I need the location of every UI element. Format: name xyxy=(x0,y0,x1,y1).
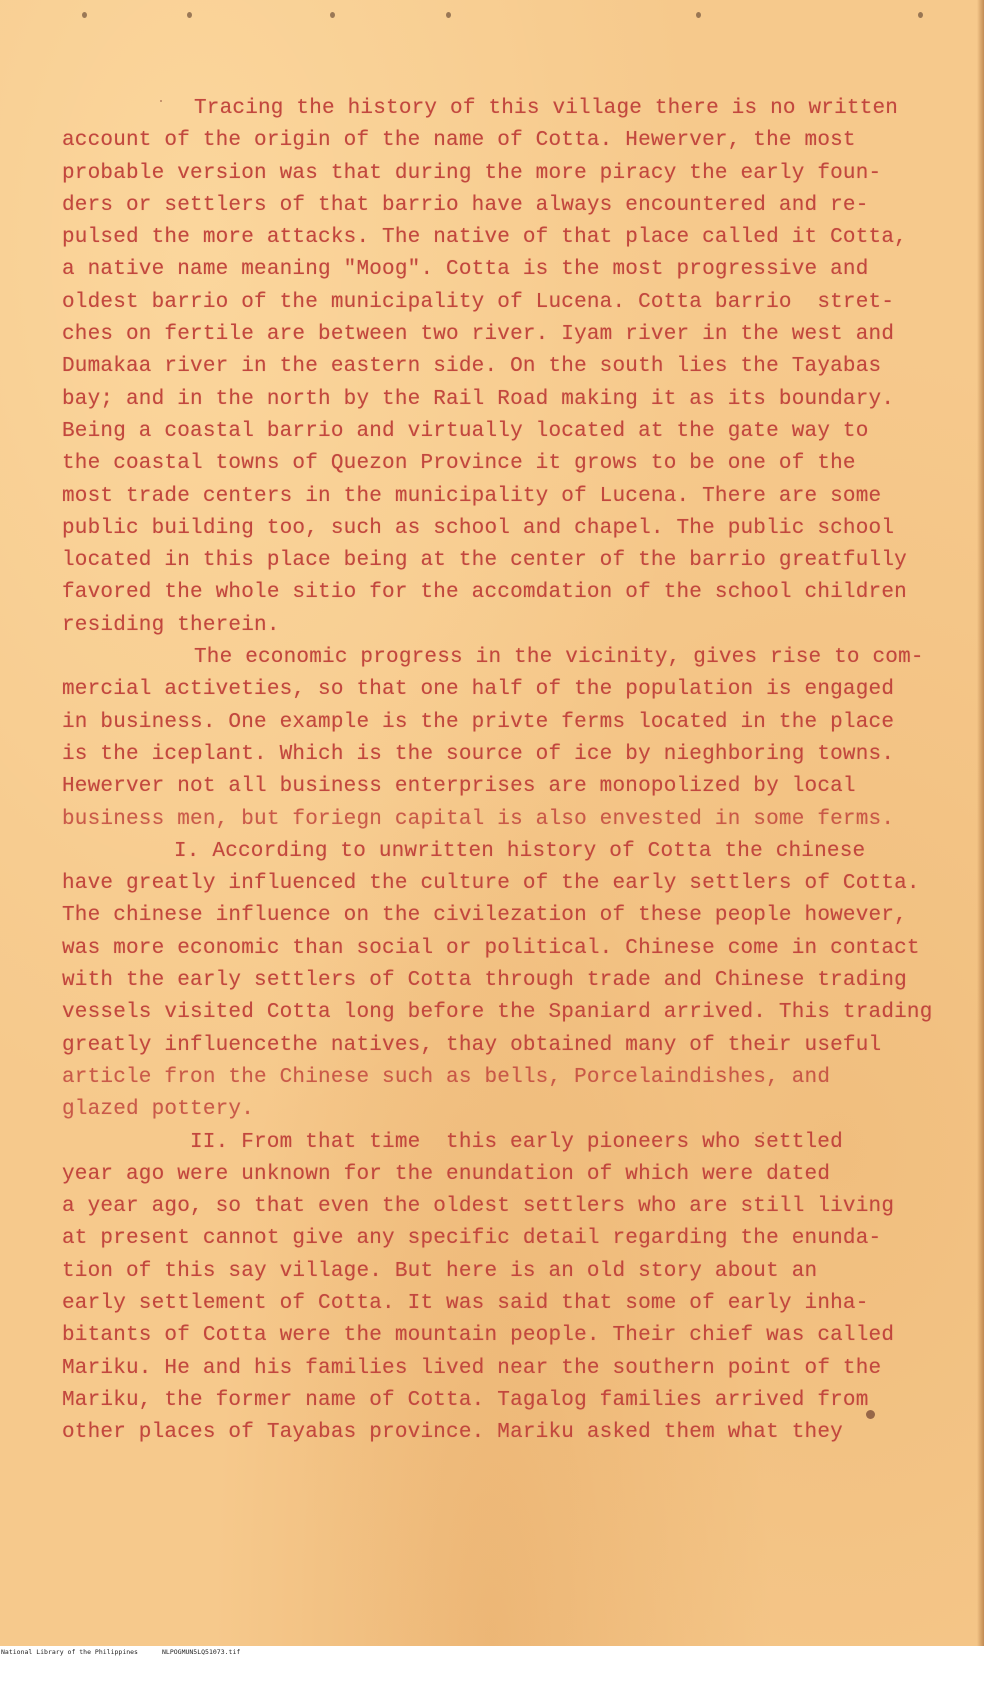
text-line: probable version was that during the more piracy the early foun- xyxy=(62,161,882,185)
binding-hole-mark xyxy=(446,12,451,18)
text-line: account of the origin of the name of Cotta. Hewerver, the most xyxy=(62,129,856,153)
binding-hole-mark xyxy=(82,12,87,18)
text-line: Mariku, the former name of Cotta. Tagalog families arrived from xyxy=(62,1388,869,1412)
text-line: pulsed the more attacks. The native of that place called it Cotta, xyxy=(62,226,907,250)
text-line: oldest barrio of the municipality of Lucena. Cotta barrio stret- xyxy=(62,290,895,314)
footer-source: National Library of the Philippines xyxy=(1,1648,138,1656)
text-line: mercial activeties, so that one half of the population is engaged xyxy=(62,678,895,702)
text-line: ders or settlers of that barrio have always encountered and re- xyxy=(62,193,869,217)
text-line: with the early settlers of Cotta through trade and Chinese trading xyxy=(62,969,907,993)
text-line: Tracing the history of this village there is no written xyxy=(194,97,899,120)
text-line: year ago were unknown for the enundation of which were dated xyxy=(62,1162,831,1186)
text-line: tion of this say village. But here is an old story about an xyxy=(62,1259,818,1283)
text-line: in business. One example is the privte ferms located in the place xyxy=(62,710,895,734)
scan-footer xyxy=(0,1646,984,1658)
paragraph-1 xyxy=(62,93,962,642)
binding-hole-mark xyxy=(330,12,335,18)
text-line: Being a coastal barrio and virtually located at the gate way to xyxy=(62,419,869,443)
text-line: bay; and in the north by the Rail Road making it as its boundary. xyxy=(62,387,895,411)
text-line: article fron the Chinese such as bells, Porcelaindishes, and xyxy=(62,1065,831,1089)
text-line: I. According to unwritten history of Cotta the chinese xyxy=(174,839,866,863)
paragraph-3 xyxy=(62,836,962,1127)
text-line: The economic progress in the vicinity, gives rise to com- xyxy=(194,646,924,670)
text-line: residing therein. xyxy=(62,613,280,637)
paragraph-4 xyxy=(62,1127,962,1450)
text-line: have greatly influenced the culture of the early settlers of Cotta. xyxy=(62,872,920,896)
text-line: at present cannot give any specific detail regarding the enunda- xyxy=(62,1227,882,1251)
text-line: II. From that time this early pioneers who settled xyxy=(190,1130,843,1154)
text-line: a native name meaning "Moog". Cotta is the most progressive and xyxy=(62,258,869,282)
text-line: other places of Tayabas province. Mariku asked them what they xyxy=(62,1421,843,1445)
text-line: The chinese influence on the civilezation of these people however, xyxy=(62,904,907,928)
paragraph-2 xyxy=(62,642,962,836)
footer-file-id: NLPOGMUN5LQ51073.tif xyxy=(162,1648,241,1656)
text-line: public building too, such as school and chapel. The public school xyxy=(62,516,895,540)
text-line: bitants of Cotta were the mountain people. Their chief was called xyxy=(62,1324,895,1348)
text-line: Dumakaa river in the eastern side. On the south lies the Tayabas xyxy=(62,355,882,379)
text-line: is the iceplant. Which is the source of ice by nieghboring towns. xyxy=(62,742,895,766)
text-line: located in this place being at the center of the barrio greatfully xyxy=(62,549,907,573)
text-line: a year ago, so that even the oldest settlers who are still living xyxy=(62,1195,895,1219)
binding-hole-mark xyxy=(696,12,701,18)
text-line: glazed pottery. xyxy=(62,1098,255,1122)
text-line: vessels visited Cotta long before the Spaniard arrived. This trading xyxy=(62,1001,933,1025)
text-line: greatly influencethe natives, thay obtained many of their useful xyxy=(62,1033,882,1057)
text-line: Mariku. He and his families lived near the southern point of the xyxy=(62,1356,882,1380)
text-line: most trade centers in the municipality of Lucena. There are some xyxy=(62,484,882,508)
text-line: the coastal towns of Quezon Province it grows to be one of the xyxy=(62,452,856,476)
text-line: was more economic than social or political. Chinese come in contact xyxy=(62,936,920,960)
page-edge-shadow xyxy=(977,0,984,1646)
binding-hole-mark xyxy=(918,12,923,18)
text-line: favored the whole sitio for the accomdation of the school children xyxy=(62,581,907,605)
binding-hole-mark xyxy=(187,12,192,18)
text-line: Hewerver not all business enterprises are monopolized by local xyxy=(62,775,856,799)
text-line: business men, but foriegn capital is also envested in some ferms. xyxy=(62,807,895,831)
text-line: early settlement of Cotta. It was said that some of early inha- xyxy=(62,1291,869,1315)
typewritten-body xyxy=(62,93,962,1449)
text-line: ches on fertile are between two river. Iyam river in the west and xyxy=(62,323,895,347)
